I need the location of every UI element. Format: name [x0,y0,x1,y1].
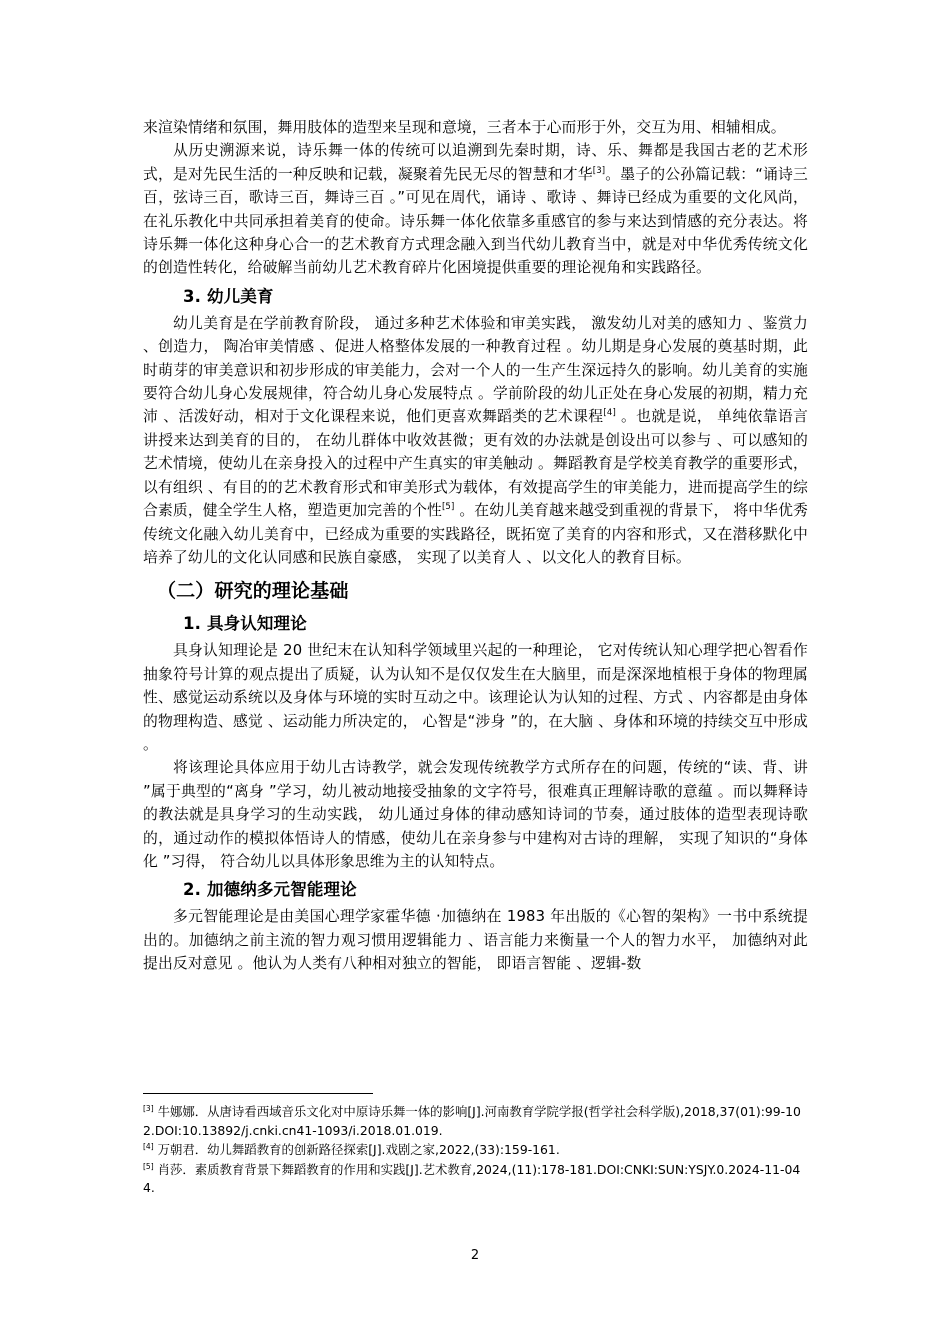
citation-ref: [3] [592,165,606,176]
citation-ref: [4] [603,408,616,419]
subheading-child-aesthetic: 3. 幼儿美育 [183,286,274,306]
paragraph-embodied-application: 将该理论具体应用于幼儿古诗教学，就会发现传统教学方式所存在的问题，传统的“读、背、讲 ”属于典型的“离身 ”学习，幼儿被动地接受抽象的文字符号，很难真正理解诗歌的意蕴 。而以舞释诗的教法就是具身学习的生动实践， 幼儿通过身体的律动感知诗词的节奏，通过肢体的造型表现诗歌的，通过动作的模拟体悟诗人的情感，使幼儿在亲身参与中建构对古诗的理解， 实现了知识的“身体化 ”习得， 符合幼儿以具体形象思维为主的认知特点。 [143,759,808,870]
paragraph-history [143,139,808,279]
footnote-item [143,1103,808,1140]
subheading-multiple-intelligences: 2. 加德纳多元智能理论 [183,880,357,900]
citation-ref: [5] [441,502,455,513]
footnote-mark: [5] [143,1161,154,1171]
paragraph-continued: 来渲染情绪和氛围，舞用肢体的造型来呈现和意境，三者本于心而形于外，交互为用、相辅相成。 [143,119,786,136]
footnotes [143,1103,808,1199]
footnote-mark: [4] [143,1142,154,1151]
footnote-mark: [3] [143,1104,154,1113]
footnote-text: 万朝君．幼儿舞蹈教育的创新路径探索[J].戏剧之家,2022,(33):159-161. [153,1142,560,1157]
paragraph-text: 。也就是说， 单纯依靠语言讲授来达到美育的目的， 在幼儿群体中收效甚微；更有效的办法就是创设出可以参与 、可以感知的艺术情境，使幼儿在亲身投入的过程中产生真实的审美触动 。舞蹈教育是学校美育教学的重要形式， 以有组织 、有目的的艺术教育形式和审美形式为载体，有效提高学生的审美能力，进而提高学生的综合素质，健全学生人格，塑造更加完善的个性 [143,408,808,520]
paragraph-text: 。墨子的公孙篇记载：“诵诗三百，弦诗三百，歌诗三百，舞诗三百 。”可见在周代，诵诗 、歌诗 、舞诗已经成为重要的文化风尚，在礼乐教化中共同承担着美育的使命。诗乐舞一体化依靠多重感官的参与来达到情感的充分表达。将诗乐舞一体化这种身心合一的艺术教育方式理念融入到当代幼儿教育当中，就是对中华优秀传统文化的创造性转化，给破解当前幼儿艺术教育碎片化困境提供重要的理论视角和实践路径。 [143,165,808,277]
body-text [143,116,808,976]
paragraph-text: 。在幼儿美育越来越受到重视的背景下， 将中华优秀传统文化融入幼儿美育中，已经成为重要的实践路径，既拓宽了美育的内容和形式，又在潜移默化中培养了幼儿的文化认同感和民族自豪感， 实现了以美育人 、以文化人的教育目标。 [143,502,808,566]
paragraph-aesthetic-education [143,312,808,569]
footnote-divider [143,1093,373,1094]
paragraph-multiple-intelligences: 多元智能理论是由美国心理学家霍华德 ·加德纳在 1983 年出版的《心智的架构》一书中系统提出的。加德纳之前主流的智力观习惯用逻辑能力 、语言能力来衡量一个人的智力水平， 加德纳对此提出反对意见 。他认为人类有八种相对独立的智能， 即语言智能 、逻辑-数 [143,908,808,973]
footnote-text: 肖莎．素质教育背景下舞蹈教育的作用和实践[J].艺术教育,2024,(11):178-181.DOI:CNKI:SUN:YSJY.0.2024-11-044. [143,1161,801,1195]
footnote-item [143,1141,808,1160]
page-number: 2 [470,1248,480,1263]
subheading-embodied-cognition: 1. 具身认知理论 [183,614,307,634]
footnote-text: 牛娜娜．从唐诗看西域音乐文化对中原诗乐舞一体的影响[J].河南教育学院学报(哲学社会科学版),2018,37(01):99-102.DOI:10.13892/j.cnki.cn41-1093/i.2018.01.019. [143,1104,801,1138]
section-heading-theory: （二）研究的理论基础 [157,580,349,603]
footnote-item [143,1161,808,1198]
paragraph-text: 幼儿美育是在学前教育阶段， 通过多种艺术体验和审美实践， 激发幼儿对美的感知力 、鉴赏力 、创造力， 陶冶审美情感 、促进人格整体发展的一种教育过程 。幼儿期是身心发展的奠基时期，此时萌芽的审美意识和初步形成的审美能力，会对一个人的一生产生深远持久的影响。幼儿美育的实施要符合幼儿身心发展规律，符合幼儿身心发展特点 。学前阶段的幼儿正处在身心发展的初期，精力充沛 、活泼好动，相对于文化课程来说，他们更喜欢舞蹈类的艺术课程 [143,314,808,426]
paragraph-text: 从历史溯源来说，诗乐舞一体的传统可以追溯到先秦时期，诗、乐、舞都是我国古老的艺术形式，是对先民生活的一种反映和记载，凝聚着先民无尽的智慧和才华 [143,142,808,183]
paragraph-embodied-theory: 具身认知理论是 20 世纪末在认知科学领域里兴起的一种理论， 它对传统认知心理学把心智看作抽象符号计算的观点提出了质疑，认为认知不是仅仅发生在大脑里，而是深深地植根于身体的物理属性、感觉运动系统以及身体与环境的实时互动之中。该理论认为认知的过程、方式 、内容都是由身体的物理构造、感觉 、运动能力所决定的， 心智是“涉身 ”的，在大脑 、身体和环境的持续交互中形成 。 [143,642,808,753]
